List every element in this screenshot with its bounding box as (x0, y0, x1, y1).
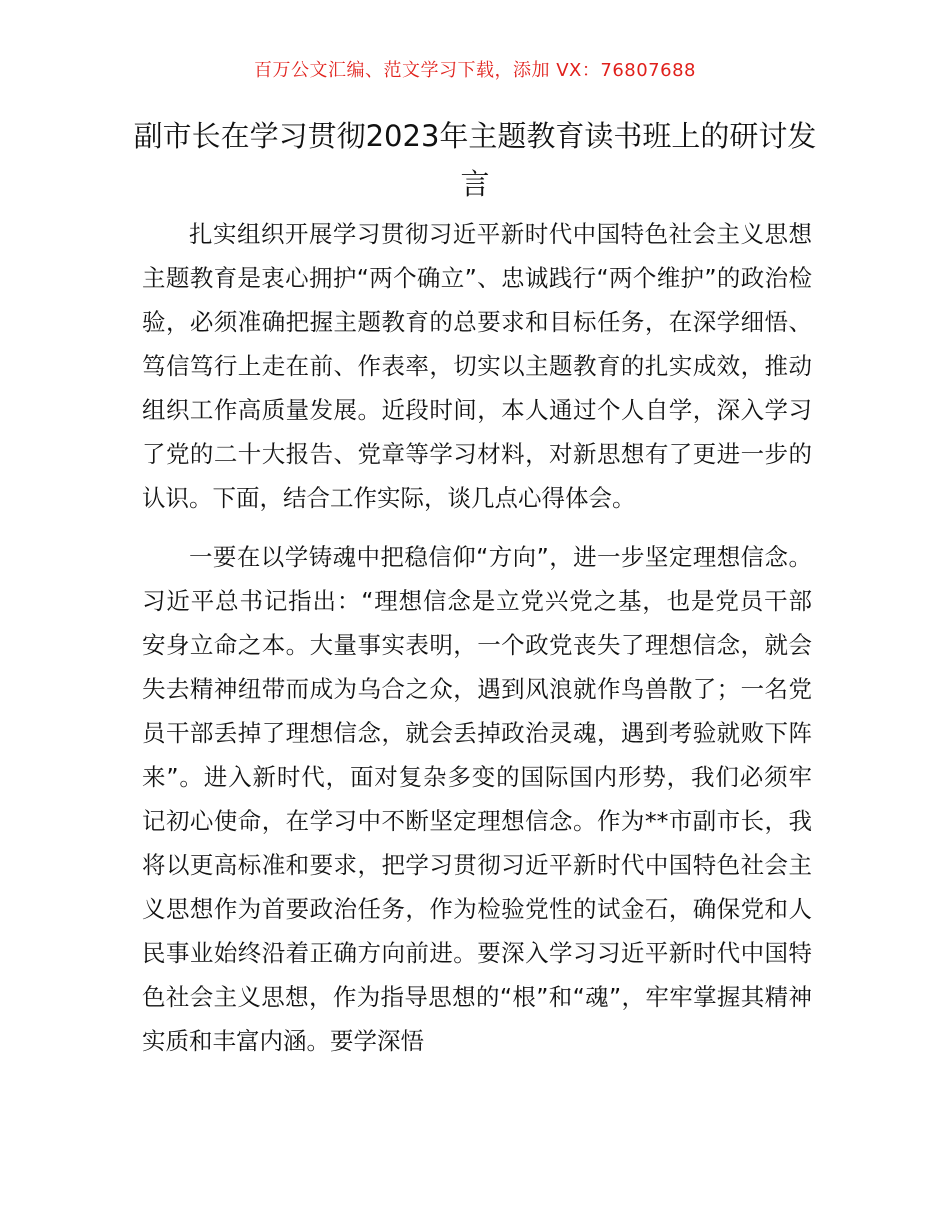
paragraph-point-one: 一要在以学铸魂中把稳信仰“方向”，进一步坚定理想信念。习近平总书记指出：“理想信念是立党兴党之基，也是党员干部安身立命之本。大量事实表明，一个政党丧失了理想信念，就会失去精神纽带而成为乌合之众，遇到风浪就作鸟兽散了；一名党员干部丢掉了理想信念，就会丢掉政治灵魂，遇到考验就败下阵来”。进入新时代，面对复杂多变的国际国内形势，我们必须牢记初心使命，在学习中不断坚定理想信念。作为**市副市长，我将以更高标准和要求，把学习贯彻习近平新时代中国特色社会主义思想作为首要政治任务，作为检验党性的试金石，确保党和人民事业始终沿着正确方向前进。要深入学习习近平新时代中国特色社会主义思想，作为指导思想的“根”和“魂”，牢牢掌握其精神实质和丰富内涵。要学深悟 (142, 543, 812, 1055)
paragraph-intro: 扎实组织开展学习贯彻习近平新时代中国特色社会主义思想主题教育是衷心拥护“两个确立”、忠诚践行“两个维护”的政治检验，必须准确把握主题教育的总要求和目标任务，在深学细悟、笃信笃行上走在前、作表率，切实以主题教育的扎实成效，推动组织工作高质量发展。近段时间，本人通过个人自学，深入学习了党的二十大报告、党章等学习材料，对新思想有了更进一步的认识。下面，结合工作实际，谈几点心得体会。 (142, 220, 812, 512)
document-body (142, 212, 812, 1063)
watermark-header: 百万公文汇编、范文学习下载，添加 VX：76807688 (254, 60, 696, 81)
document-title: 副市长在学习贯彻2023年主题教育读书班上的研讨发言 (133, 119, 817, 201)
